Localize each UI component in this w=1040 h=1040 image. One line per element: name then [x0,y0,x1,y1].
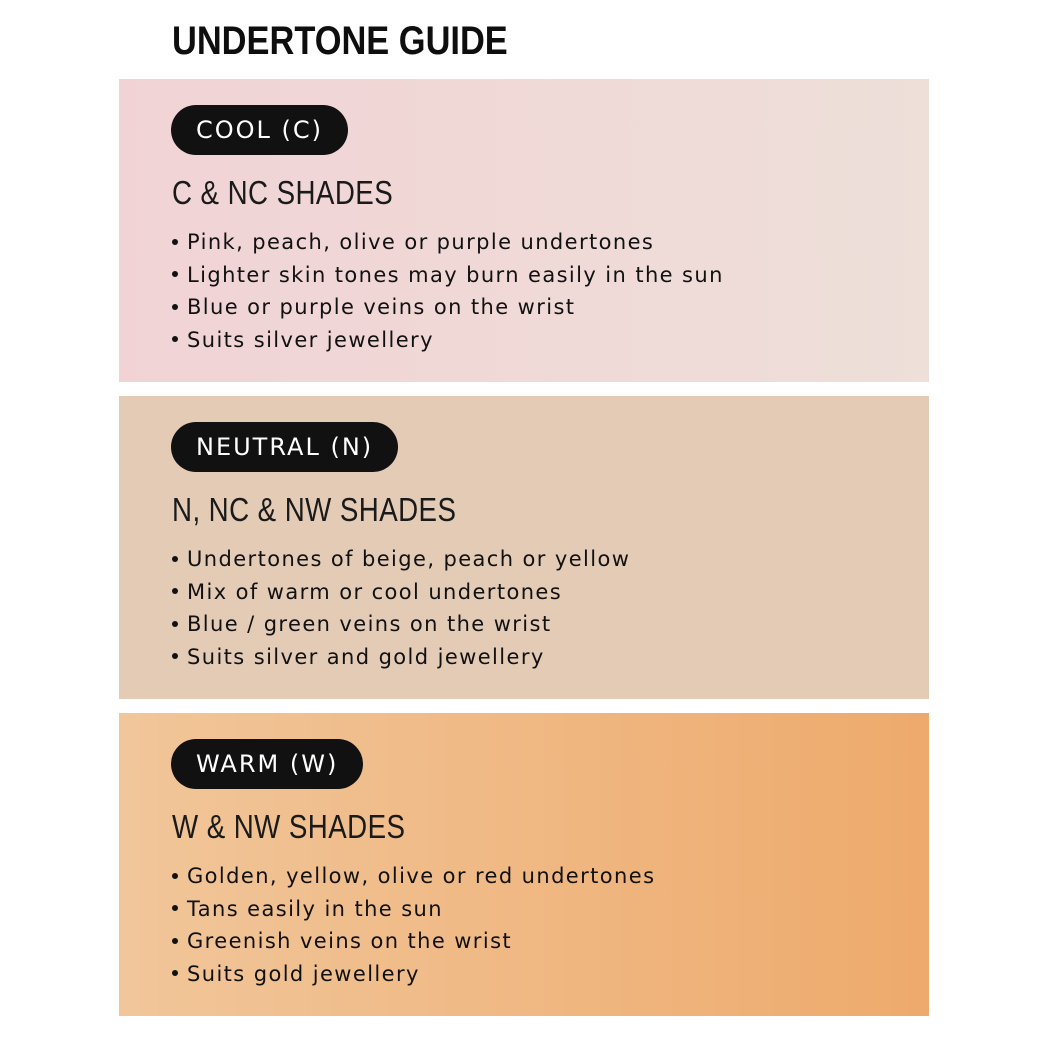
bullet-dot-icon [172,271,178,277]
bullet-text: Golden, yellow, olive or red undertones [187,864,656,888]
bullet-dot-icon [172,873,178,879]
bullet-dot-icon [172,970,178,976]
list-item [172,608,630,641]
bullet-text: Pink, peach, olive or purple undertones [187,230,655,254]
bullet-dot-icon [172,905,178,911]
neutral-shades-heading: N, NC & NW SHADES [172,491,457,528]
warm-bullet-list [172,860,655,990]
bullet-text: Lighter skin tones may burn easily in the sun [187,262,724,287]
bullet-dot-icon [172,653,178,659]
bullet-text: Blue or purple veins on the wrist [187,295,576,319]
bullet-text: Suits gold jewellery [187,961,420,986]
bullet-dot-icon [172,621,178,627]
list-item [172,543,630,576]
bullet-dot-icon [172,588,178,594]
bullet-text: Suits silver and gold jewellery [187,644,545,669]
list-item [172,259,724,292]
list-item [172,893,655,926]
list-item [172,641,630,674]
bullet-dot-icon [172,556,178,562]
list-item [172,291,724,324]
bullet-dot-icon [172,938,178,944]
warm-badge: WARM (W) [171,739,363,789]
cool-bullet-list [172,226,724,356]
cool-shades-heading: C & NC SHADES [172,174,394,211]
cool-badge: COOL (C) [171,105,348,155]
neutral-bullet-list [172,543,630,673]
list-item [172,958,655,991]
page-title: UNDERTONE GUIDE [172,19,508,63]
warm-shades-heading: W & NW SHADES [172,808,406,845]
warm-undertone-panel [119,713,929,1016]
bullet-dot-icon [172,239,178,245]
bullet-text: Mix of warm or cool undertones [187,579,563,604]
bullet-text: Suits silver jewellery [187,327,434,352]
list-item [172,226,724,259]
list-item [172,860,655,893]
bullet-dot-icon [172,304,178,310]
list-item [172,925,655,958]
bullet-text: Greenish veins on the wrist [187,929,513,953]
list-item [172,576,630,609]
bullet-dot-icon [172,336,178,342]
bullet-text: Undertones of beige, peach or yellow [187,547,631,571]
cool-undertone-panel [119,79,929,382]
neutral-undertone-panel [119,396,929,699]
bullet-text: Tans easily in the sun [187,896,443,921]
list-item [172,324,724,357]
neutral-badge: NEUTRAL (N) [171,422,398,472]
bullet-text: Blue / green veins on the wrist [187,612,552,636]
